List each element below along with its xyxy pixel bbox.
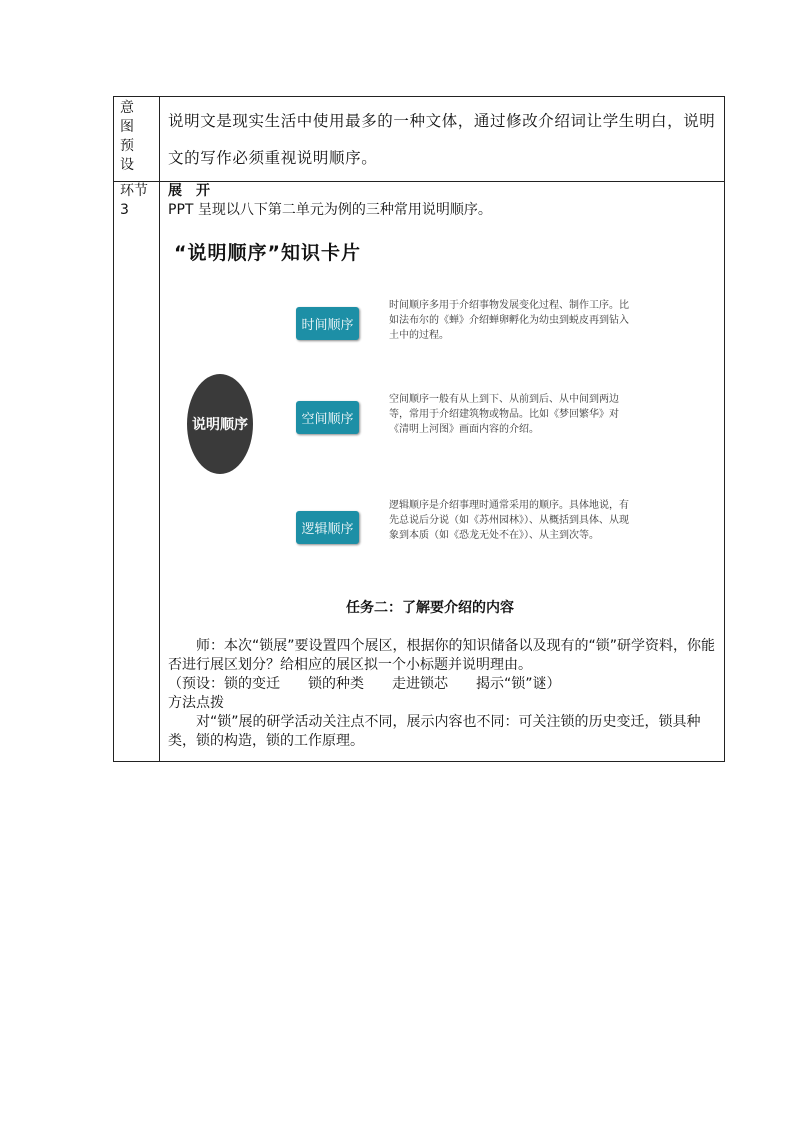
lesson-table: [113, 96, 725, 762]
teacher-paragraph: 师：本次“锁展”要设置四个展区，根据你的知识储备以及现有的“锁”研学资料，你能否进行展区划分？给相应的展区拟一个小标题并说明理由。: [168, 638, 716, 673]
intent-text: 说明文是现实生活中使用最多的一种文体，通过修改介绍词让学生明白，说明文的写作必须重视说明顺序。: [168, 112, 716, 167]
center-circle: 说明顺序: [187, 374, 253, 474]
logic-order-box: 逻辑顺序: [296, 511, 359, 544]
method-paragraph: 对“锁”展的研学活动关注点不同，展示内容也不同：可关注锁的历史变迁，锁具种类，锁的构造，锁的工作原理。: [168, 714, 701, 749]
task-title: 任务二：了解要介绍的内容: [346, 600, 514, 616]
label-char: 意: [120, 100, 134, 116]
intent-row: [114, 97, 724, 182]
label-char: 预: [120, 138, 134, 154]
ppt-line: PPT 呈现以八下第二单元为例的三种常用说明顺序。: [168, 202, 492, 218]
step-heading: 展 开: [168, 183, 210, 199]
card-title: “说明顺序”知识卡片: [174, 242, 361, 264]
space-order-box: 空间顺序: [296, 401, 359, 434]
logic-order-desc: 逻辑顺序是介绍事理时通常采用的顺序。具体地说，有先总说后分说（如《苏州园林》）、从概括到具体、从现象到本质（如《恐龙无处不在》）、从主到次等。: [389, 500, 629, 541]
label-char: 图: [120, 119, 134, 135]
time-order-desc: 时间顺序多用于介绍事物发展变化过程、制作工序。比如法布尔的《蝉》介绍蝉卵孵化为幼虫到蜕皮再到钻入土中的过程。: [389, 300, 629, 341]
step-row: [114, 182, 724, 761]
label-char: 设: [120, 157, 134, 173]
time-order-box: 时间顺序: [296, 307, 359, 340]
preset-line: （预设：锁的变迁 锁的种类 走进锁芯 揭示“锁”谜）: [168, 676, 561, 692]
step-label-line1: 环节: [120, 183, 148, 199]
step-label-line2: 3: [120, 202, 129, 218]
intent-label-cell: [114, 97, 160, 181]
intent-label: [120, 99, 136, 175]
space-order-desc: 空间顺序一般有从上到下、从前到后、从中间到两边等，常用于介绍建筑物或物品。比如《梦回繁华》对《清明上河图》画面内容的介绍。: [389, 394, 619, 435]
method-label: 方法点拨: [168, 695, 224, 711]
